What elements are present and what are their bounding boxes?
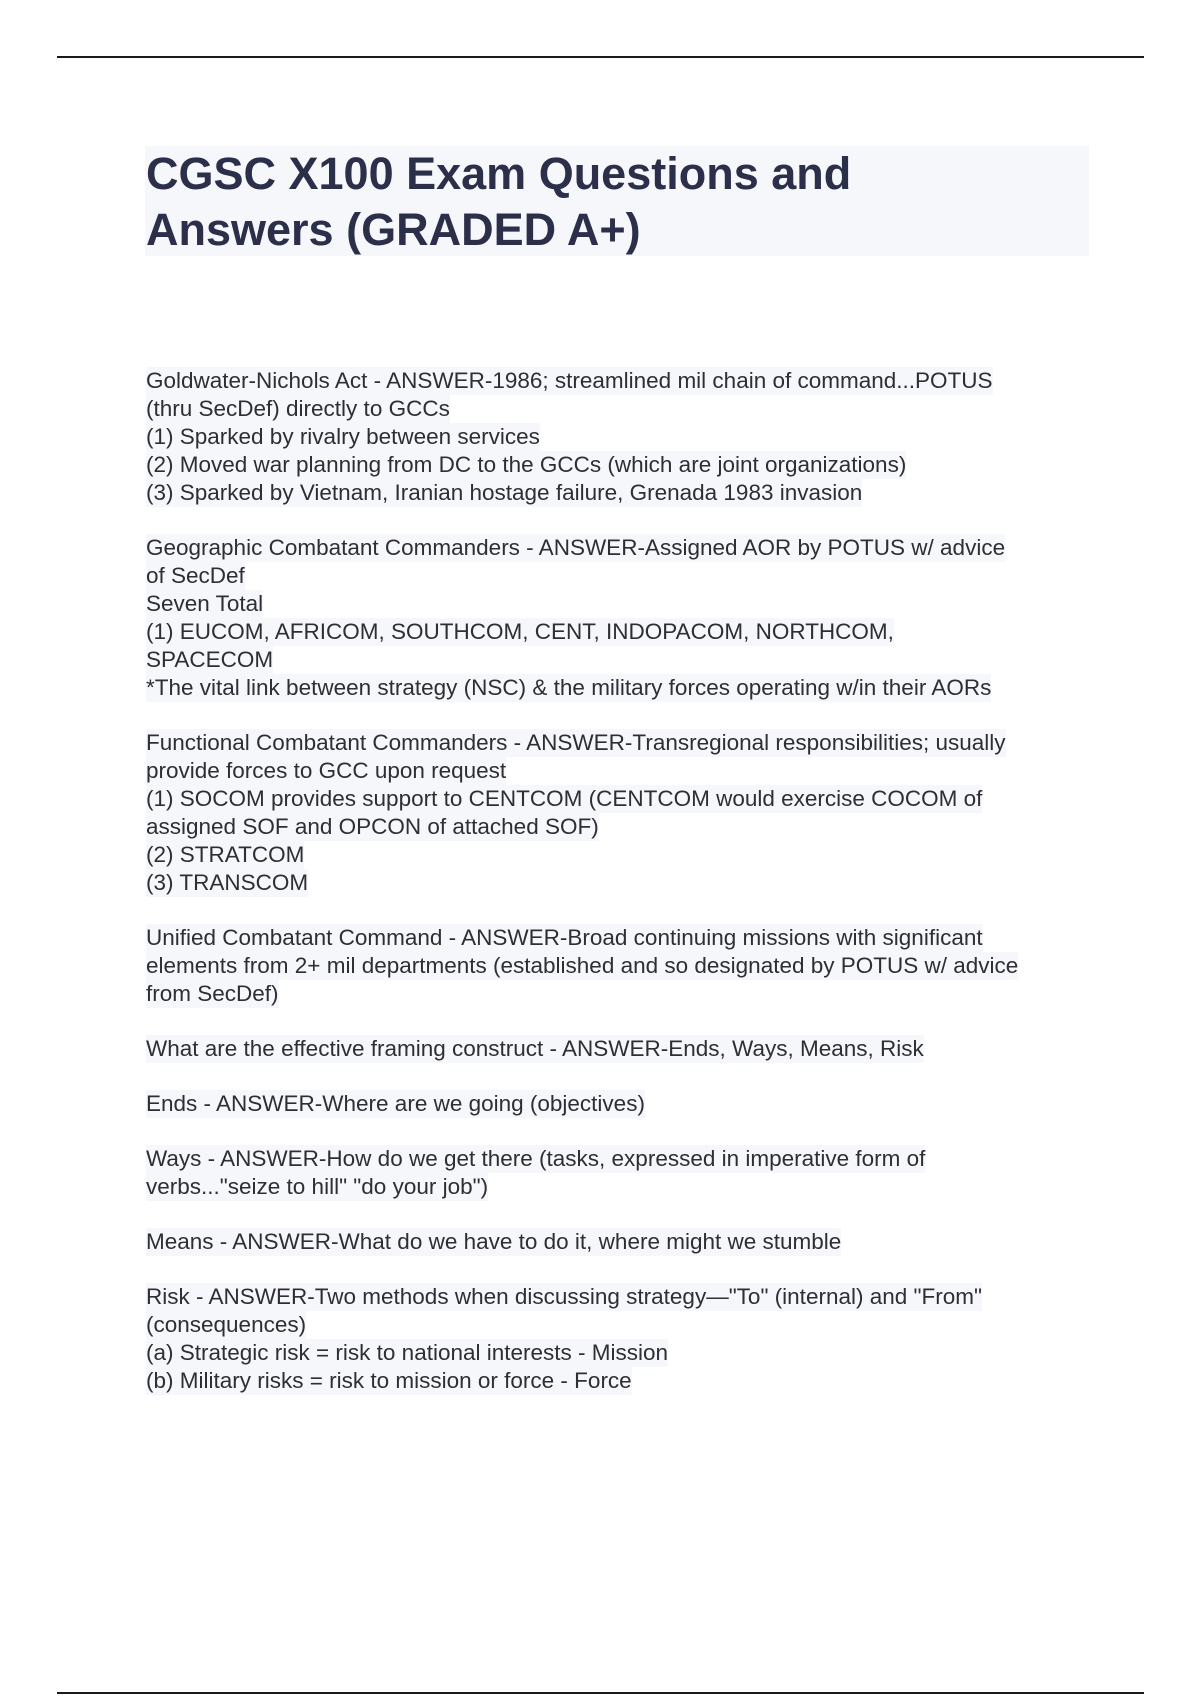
qa-text-line: Goldwater-Nichols Act - ANSWER-1986; streamlined mil chain of command...POTUS xyxy=(146,368,993,393)
qa-text-line: (a) Strategic risk = risk to national interests - Mission xyxy=(146,1340,669,1365)
qa-text-line: Unified Combatant Command - ANSWER-Broad continuing missions with significant xyxy=(146,925,983,950)
qa-list xyxy=(146,367,1096,1422)
qa-entry xyxy=(146,1145,1096,1201)
qa-entry xyxy=(146,924,1096,1008)
title-line: CGSC X100 Exam Questions and xyxy=(146,148,852,199)
qa-text-line: (thru SecDef) directly to GCCs xyxy=(146,396,450,421)
qa-text-line: of SecDef xyxy=(146,563,245,588)
qa-text-line: Risk - ANSWER-Two methods when discussing strategy—"To" (internal) and "From" xyxy=(146,1284,982,1309)
bottom-rule xyxy=(57,1692,1144,1694)
title-line: Answers (GRADED A+) xyxy=(146,204,641,255)
qa-text-line: What are the effective framing construct - ANSWER-Ends, Ways, Means, Risk xyxy=(146,1036,924,1061)
qa-text-line: (3) TRANSCOM xyxy=(146,870,309,895)
qa-text-line: Ways - ANSWER-How do we get there (tasks, expressed in imperative form of xyxy=(146,1146,926,1171)
qa-entry xyxy=(146,1228,1096,1256)
qa-text-line: (b) Military risks = risk to mission or force - Force xyxy=(146,1368,632,1393)
qa-text-line: (3) Sparked by Vietnam, Iranian hostage failure, Grenada 1983 invasion xyxy=(146,480,863,505)
qa-text-line: (1) Sparked by rivalry between services xyxy=(146,424,540,449)
top-rule xyxy=(57,56,1144,58)
qa-text-line: (1) EUCOM, AFRICOM, SOUTHCOM, CENT, INDOPACOM, NORTHCOM, xyxy=(146,619,894,644)
qa-text-line: Geographic Combatant Commanders - ANSWER-Assigned AOR by POTUS w/ advice xyxy=(146,535,1006,560)
qa-text-line: Seven Total xyxy=(146,591,264,616)
qa-text-line: elements from 2+ mil departments (established and so designated by POTUS w/ advice xyxy=(146,953,1019,978)
qa-entry xyxy=(146,534,1096,702)
qa-text-line: (2) STRATCOM xyxy=(146,842,305,867)
qa-text-line: Means - ANSWER-What do we have to do it, where might we stumble xyxy=(146,1229,842,1254)
document-title xyxy=(146,146,1086,258)
qa-entry xyxy=(146,367,1096,507)
qa-entry xyxy=(146,1035,1096,1063)
qa-text-line: provide forces to GCC upon request xyxy=(146,758,507,783)
qa-text-line: (1) SOCOM provides support to CENTCOM (CENTCOM would exercise COCOM of xyxy=(146,786,983,811)
qa-entry xyxy=(146,1283,1096,1395)
qa-text-line: *The vital link between strategy (NSC) & the military forces operating w/in their AORs xyxy=(146,675,992,700)
qa-text-line: (2) Moved war planning from DC to the GCCs (which are joint organizations) xyxy=(146,452,907,477)
qa-text-line: verbs..."seize to hill" "do your job") xyxy=(146,1174,489,1199)
qa-text-line: Ends - ANSWER-Where are we going (objectives) xyxy=(146,1091,645,1116)
qa-text-line: from SecDef) xyxy=(146,981,279,1006)
qa-text-line: SPACECOM xyxy=(146,647,274,672)
qa-text-line: assigned SOF and OPCON of attached SOF) xyxy=(146,814,599,839)
qa-entry xyxy=(146,729,1096,897)
qa-text-line: Functional Combatant Commanders - ANSWER-Transregional responsibilities; usually xyxy=(146,730,1006,755)
qa-text-line: (consequences) xyxy=(146,1312,307,1337)
qa-entry xyxy=(146,1090,1096,1118)
